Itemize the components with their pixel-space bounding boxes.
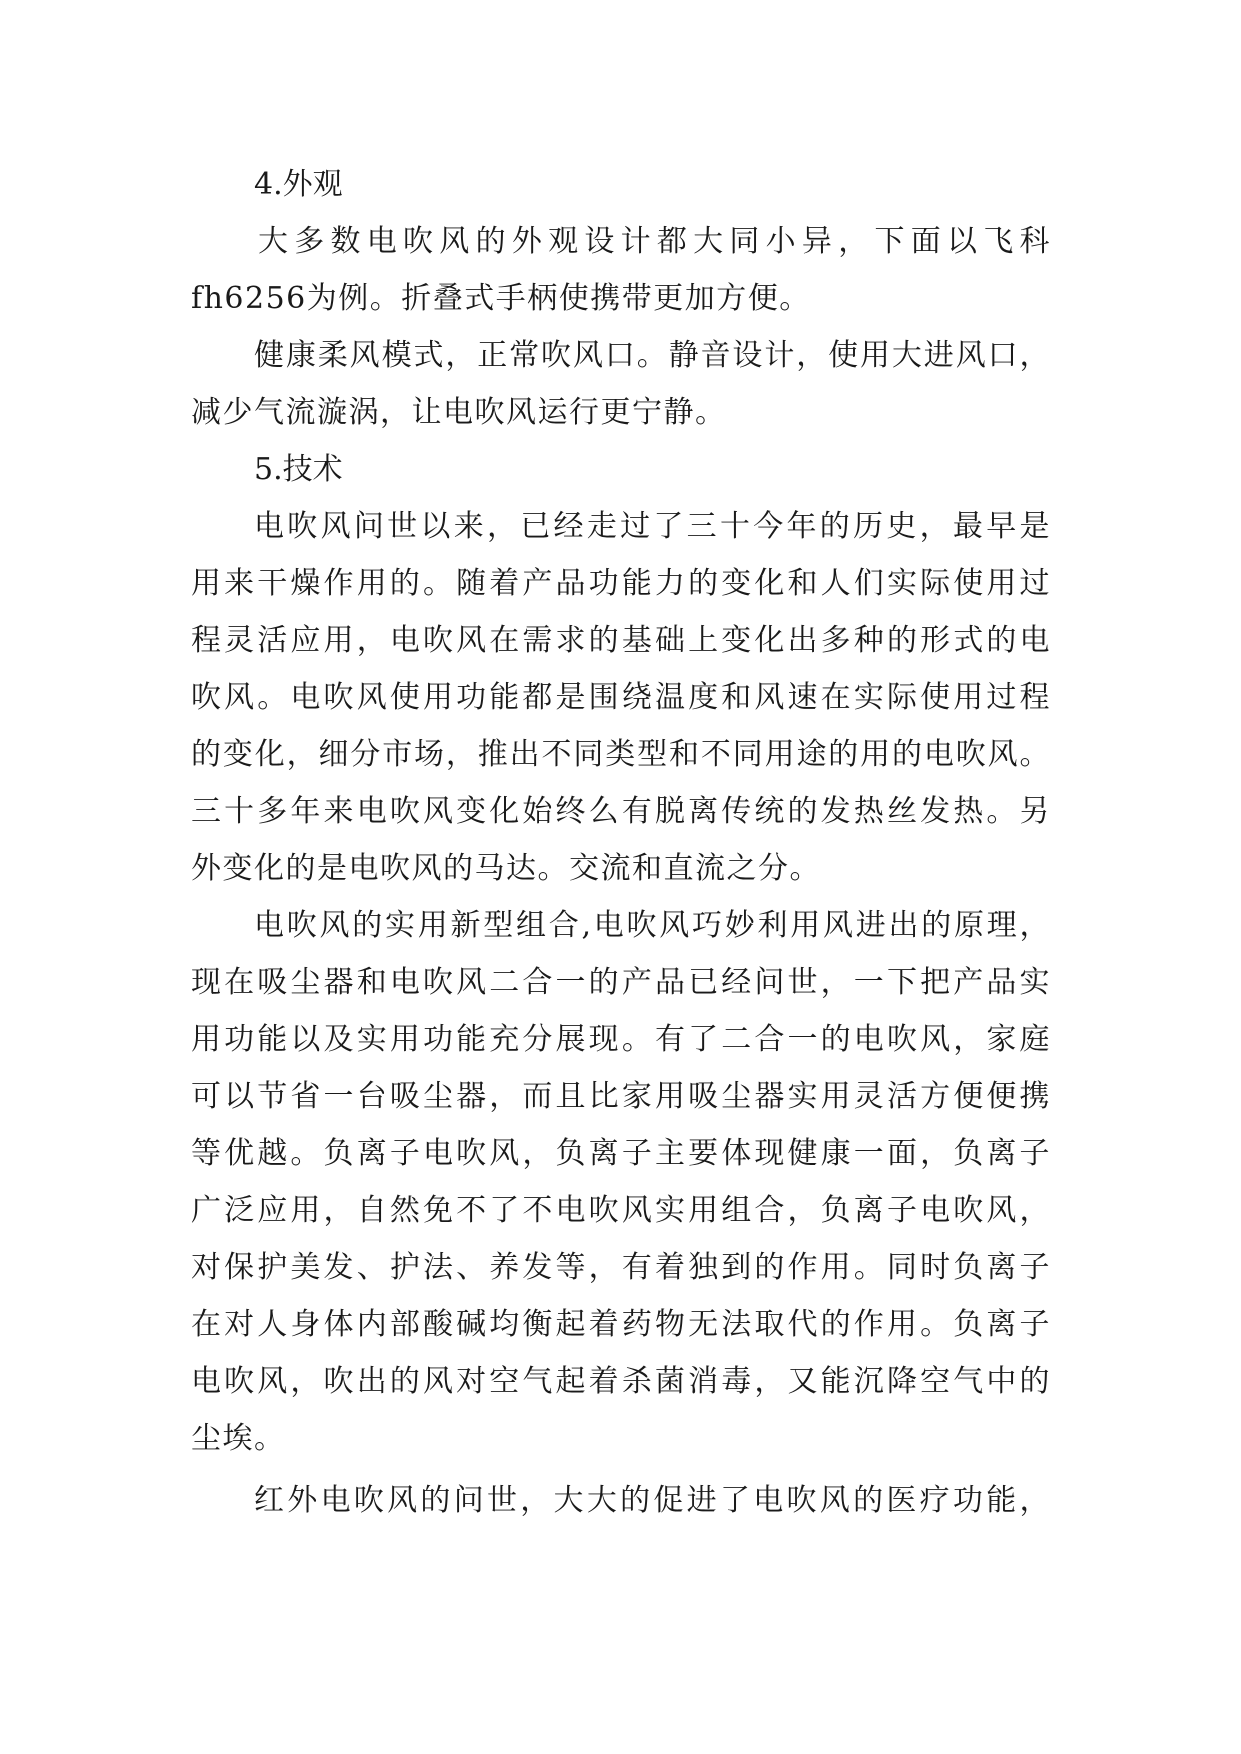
- paragraph-line: 等优越。负离子电吹风，负离子主要体现健康一面，负离子: [191, 1136, 1051, 1171]
- paragraph-line: 的变化，细分市场，推出不同类型和不同用途的用的电吹风。: [191, 737, 1051, 772]
- paragraph-line: 电吹风的实用新型组合,电吹风巧妙利用风进出的原理，: [254, 908, 1051, 943]
- paragraph-line: 三十多年来电吹风变化始终么有脱离传统的发热丝发热。另: [191, 794, 1051, 829]
- paragraph-line: 电吹风，吹出的风对空气起着杀菌消毒，又能沉降空气中的: [191, 1364, 1051, 1399]
- section-heading-technology: 5.技术: [254, 452, 343, 487]
- paragraph-line: 吹风。电吹风使用功能都是围绕温度和风速在实际使用过程: [191, 680, 1051, 715]
- paragraph-line: 大多数电吹风的外观设计都大同小异，下面以飞科: [258, 224, 1051, 259]
- paragraph-line: 用功能以及实用功能充分展现。有了二合一的电吹风，家庭: [191, 1022, 1051, 1057]
- paragraph-line: 程灵活应用，电吹风在需求的基础上变化出多种的形式的电: [191, 623, 1051, 658]
- paragraph-line: 在对人身体内部酸碱均衡起着药物无法取代的作用。负离子: [191, 1307, 1051, 1342]
- paragraph-line: 尘埃。: [191, 1421, 286, 1456]
- paragraph-line: 可以节省一台吸尘器，而且比家用吸尘器实用灵活方便便携: [191, 1079, 1051, 1114]
- paragraph-line: fh6256为例。折叠式手柄使携带更加方便。: [191, 281, 811, 316]
- paragraph-line: 用来干燥作用的。随着产品功能力的变化和人们实际使用过: [191, 566, 1051, 601]
- paragraph-line: 现在吸尘器和电吹风二合一的产品已经问世，一下把产品实: [191, 965, 1051, 1000]
- paragraph-line: 健康柔风模式，正常吹风口。静音设计，使用大进风口，: [254, 338, 1051, 373]
- paragraph-line: 广泛应用，自然免不了不电吹风实用组合，负离子电吹风，: [191, 1193, 1051, 1228]
- paragraph-line: 红外电吹风的问世，大大的促进了电吹风的医疗功能，: [254, 1483, 1051, 1518]
- section-heading-appearance: 4.外观: [254, 167, 343, 202]
- paragraph-line: 电吹风问世以来，已经走过了三十今年的历史，最早是: [254, 509, 1051, 544]
- paragraph-line: 外变化的是电吹风的马达。交流和直流之分。: [191, 851, 821, 886]
- paragraph-line: 对保护美发、护法、养发等，有着独到的作用。同时负离子: [191, 1250, 1051, 1285]
- paragraph-line: 减少气流漩涡，让电吹风运行更宁静。: [191, 395, 727, 430]
